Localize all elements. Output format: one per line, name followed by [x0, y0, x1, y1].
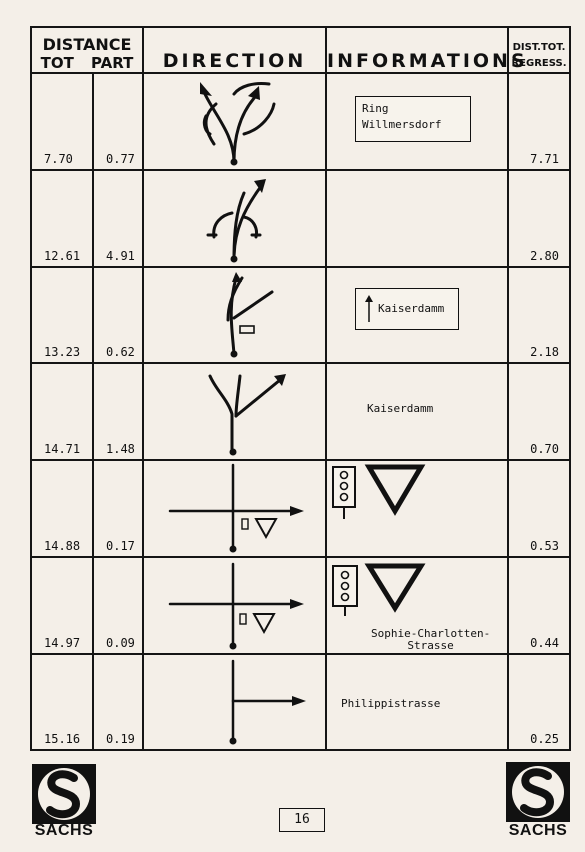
brand-name: SACHS	[508, 822, 568, 839]
part-distance: 0.62	[106, 345, 135, 359]
regress-distance: 2.80	[530, 249, 559, 263]
regress-distance: 2.18	[530, 345, 559, 359]
tot-distance: 14.97	[44, 636, 81, 650]
direction-header: DIRECTION	[143, 27, 326, 73]
regress-distance: 0.44	[530, 636, 559, 650]
sachs-emblem-icon	[32, 764, 96, 824]
tot-label: TOT	[40, 54, 74, 72]
road-sign-box	[355, 288, 459, 330]
bear-right-icon	[144, 268, 327, 362]
info-cell	[326, 557, 508, 654]
regress-distance: 0.25	[530, 732, 559, 746]
part-distance: 4.91	[106, 249, 135, 263]
info-cell	[326, 73, 508, 170]
straight-crossing-icon	[144, 461, 327, 556]
sachs-logo-right	[506, 762, 570, 840]
table-row	[31, 363, 570, 460]
turn-right-icon	[144, 655, 327, 749]
fork-right-icon	[144, 364, 327, 459]
fork-right-icon	[144, 171, 327, 266]
info-line: Willmersdorf	[362, 118, 442, 131]
info-cell	[326, 460, 508, 557]
part-distance: 0.17	[106, 539, 135, 553]
direction-diagram	[143, 170, 326, 267]
info-line: Ring	[362, 102, 389, 115]
street-name-label	[371, 628, 490, 652]
road-sign-box	[355, 96, 471, 142]
direction-diagram	[143, 267, 326, 363]
tot-distance: 13.23	[44, 345, 81, 359]
tot-distance: 15.16	[44, 732, 81, 746]
regress-label-2: REGRESS.	[511, 58, 567, 69]
table-row	[31, 654, 570, 750]
info-cell	[326, 363, 508, 460]
direction-diagram	[143, 73, 326, 170]
tot-distance: 14.71	[44, 442, 81, 456]
tot-distance: 14.88	[44, 539, 81, 553]
part-distance: 0.77	[106, 152, 135, 166]
table-row	[31, 170, 570, 267]
direction-diagram	[143, 654, 326, 750]
info-cell	[326, 267, 508, 363]
part-label: PART	[91, 54, 134, 72]
part-distance: 1.48	[106, 442, 135, 456]
distance-label: DISTANCE	[42, 35, 132, 54]
straight-crossing-icon	[144, 558, 327, 653]
tot-distance: 7.70	[44, 152, 73, 166]
info-line: Kaiserdamm	[367, 402, 434, 415]
table-row	[31, 267, 570, 363]
direction-diagram	[143, 557, 326, 654]
sachs-emblem-icon	[506, 762, 570, 822]
direction-diagram	[143, 363, 326, 460]
roundabout-left-icon	[144, 74, 327, 169]
info-line: Kaiserdamm	[378, 302, 445, 315]
brand-name: SACHS	[34, 822, 94, 839]
regress-distance: 0.70	[530, 442, 559, 456]
distance-header	[31, 27, 143, 73]
info-cell	[326, 170, 508, 267]
table-row	[31, 73, 570, 170]
table-row	[31, 460, 570, 557]
regress-distance: 7.71	[530, 152, 559, 166]
traffic-light-yield-icon	[327, 461, 509, 556]
part-distance: 0.09	[106, 636, 135, 650]
regress-distance: 0.53	[530, 539, 559, 553]
roadbook-table	[30, 26, 571, 751]
regress-header	[508, 27, 570, 73]
regress-label-1: DIST.TOT.	[512, 42, 566, 53]
part-distance: 0.19	[106, 732, 135, 746]
info-line: Philippistrasse	[341, 697, 441, 710]
tot-distance: 12.61	[44, 249, 81, 263]
traffic-light-yield-icon	[327, 558, 509, 618]
direction-diagram	[143, 460, 326, 557]
table-row	[31, 557, 570, 654]
info-line: Sophie-Charlotten-	[371, 627, 491, 640]
header-row	[31, 27, 570, 73]
info-cell	[326, 654, 508, 750]
page-number: 16	[279, 808, 325, 832]
info-line: Strasse	[407, 639, 454, 652]
sachs-logo-left	[32, 764, 96, 840]
arrow-up-icon	[362, 294, 376, 324]
informations-header: INFORMATIONS	[326, 27, 508, 73]
